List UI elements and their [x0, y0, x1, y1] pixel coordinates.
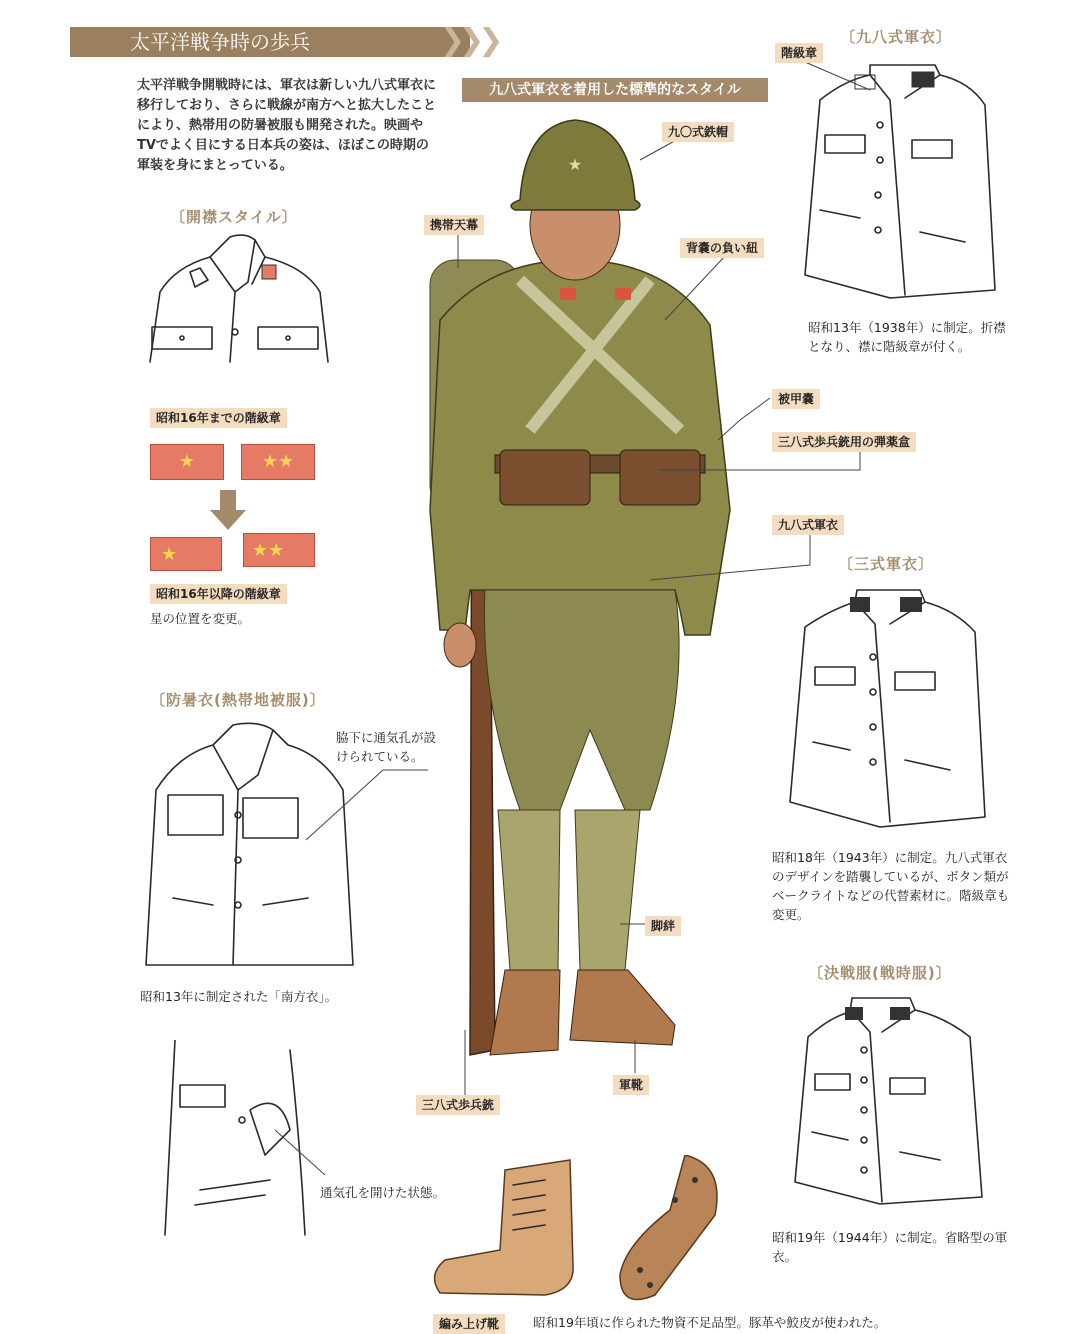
vent-caption: 通気孔を開けた状態。 [320, 1185, 446, 1200]
type3-caption: 昭和18年（1943年）に制定。九八式軍衣のデザインを踏襲しているが、ボタン類がベークライトなどの代替素材に。階級章も変更。 [772, 850, 1010, 922]
label-gas-mask-bag: 被甲嚢 [772, 389, 820, 409]
laced-boots-illustration [425, 1155, 745, 1305]
section-title: 太平洋戦争時の歩兵 [70, 27, 470, 57]
rank-after-caption: 星の位置を変更。 [150, 611, 251, 626]
rank-after-label: 昭和16年以降の階級章 [150, 584, 287, 604]
rank-patch-after-2: ★★ [243, 533, 315, 567]
intro-text: 太平洋戦争開戦時には、軍衣は新しい九八式軍衣に移行しており、さらに戦線が南方へと拡大したことにより、熱帯用の防暑被服も開発された。映画やTVでよく目にする日本兵の姿は、ほぼこの時期の軍装を身にまとっている。 [137, 78, 437, 173]
tropical-heading: 〔防暑衣(熱帯地被服)〕 [150, 691, 326, 709]
label-rifle: 三八式歩兵銃 [416, 1095, 500, 1115]
rank-before-label: 昭和16年までの階級章 [150, 408, 287, 428]
decisive-caption: 昭和19年（1944年）に制定。省略型の軍衣。 [772, 1230, 1008, 1264]
label-ammo-pouch: 三八式歩兵銃用の弾薬盒 [772, 432, 916, 452]
label-tent: 携帯天幕 [424, 215, 484, 235]
tropical-note: 脇下に通気孔が設けられている。 [336, 730, 437, 764]
rank-patch-after-1: ★ [150, 537, 222, 571]
label-type98-uniform: 九八式軍衣 [772, 515, 844, 535]
laced-boots-caption: 昭和19年頃に作られた物資不足品型。豚革や鮫皮が使われた。 [533, 1315, 887, 1330]
title-chevrons-icon: ❯❯❯ [440, 23, 498, 58]
subtitle-bar: 九八式軍衣を着用した標準的なスタイル [462, 78, 768, 102]
type3-heading: 〔三式軍衣〕 [838, 555, 935, 573]
type98-jacket-illustration [800, 60, 1000, 310]
label-laced-boots: 編み上げ靴 [433, 1314, 505, 1334]
label-helmet: 九〇式鉄帽 [662, 122, 734, 142]
rank-patch-before-2: ★★ [241, 444, 315, 480]
decisive-jacket-illustration [790, 992, 990, 1217]
type3-jacket-illustration [785, 582, 995, 837]
tropical-caption: 昭和13年に制定された「南方衣」。 [140, 989, 338, 1004]
label-pack-strap: 背嚢の負い紐 [680, 238, 764, 258]
rank-patch-before-1: ★ [150, 444, 224, 480]
svg-text:★: ★ [567, 155, 583, 174]
label-boots: 軍靴 [613, 1075, 649, 1095]
label-puttees: 脚絆 [645, 916, 681, 936]
open-collar-heading: 〔開襟スタイル〕 [170, 208, 298, 226]
type98-caption: 昭和13年（1938年）に制定。折襟となり、襟に階級章が付く。 [808, 320, 1006, 354]
type98-heading: 〔九八式軍衣〕 [840, 28, 953, 46]
label-rank-insignia: 階級章 [775, 43, 823, 63]
decisive-heading: 〔決戦服(戦時服)〕 [808, 964, 952, 982]
